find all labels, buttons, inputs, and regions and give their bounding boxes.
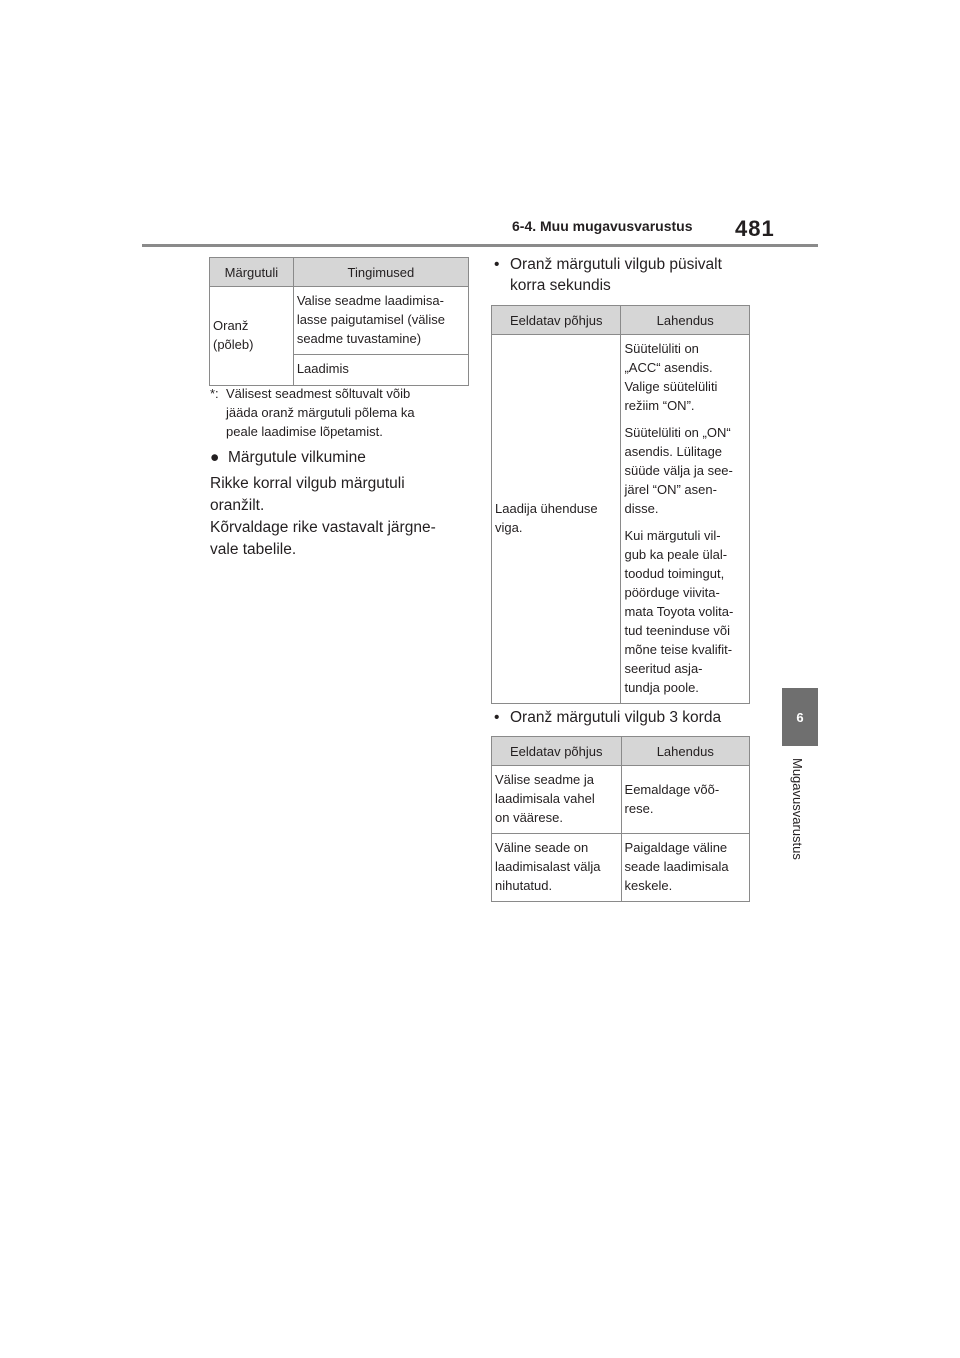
paragraph-line: vale tabelile. (210, 541, 297, 558)
cell-line: tud teeninduse või (624, 623, 730, 638)
paragraph-line: Kõrvaldage rike vastavalt järgne- (210, 519, 436, 536)
condition-cell (293, 355, 468, 386)
cell-line: Paigaldage väline (624, 840, 728, 855)
case-three-heading (494, 707, 764, 728)
cell-line: Süütelüliti on „ON“ (624, 425, 731, 440)
cell-line: seeritud asja- (624, 661, 703, 676)
cause-cell (492, 335, 621, 704)
indicator-state-cell (210, 287, 294, 386)
cell-line: süüde välja ja see- (624, 463, 733, 478)
chapter-label: Mugavusvarustus (790, 758, 805, 860)
cell-line: Laadimis (296, 361, 349, 376)
cell-line: lasse paigutamisel (välise (296, 312, 445, 327)
cause-cell (492, 766, 622, 834)
footnote (210, 384, 466, 441)
cell-line: laadimisala vahel (495, 791, 595, 806)
indicator-table (209, 257, 469, 386)
solution-cell (621, 335, 750, 704)
cell-line: Välise seadme ja (495, 772, 594, 787)
column-header: Tingimused (293, 258, 468, 287)
cell-line: toodud toimingut, (624, 566, 725, 581)
cell-line: Oranž (213, 318, 249, 333)
page-number: 481 (735, 216, 775, 241)
footnote-line: jääda oranž märgutuli põlema ka (226, 405, 415, 420)
footnote-marker: *: (210, 386, 219, 401)
cell-line: Eemaldage võõ- (624, 782, 720, 797)
case-steady-heading (494, 254, 764, 296)
cell-line: Laadija ühenduse (495, 501, 598, 516)
solution-cell (621, 834, 749, 902)
footnote-line: Välisest seadmest sõltuvalt võib (226, 386, 411, 401)
cell-line: Kui märgutuli vil- (624, 528, 721, 543)
table-row (492, 834, 750, 902)
bullet-icon: • (494, 256, 500, 273)
paragraph-line: Rikke korral vilgub märgutuli (210, 475, 405, 492)
cell-line: režiim “ON”. (624, 398, 695, 413)
cell-line: järel “ON” asen- (624, 482, 717, 497)
chapter-tab (782, 688, 818, 746)
cell-line: pöörduge viivita- (624, 585, 720, 600)
cell-line: viga. (495, 520, 523, 535)
cell-line: rese. (624, 801, 654, 816)
bullet-icon: • (494, 709, 500, 726)
table-header-row (492, 737, 750, 766)
cell-line: on väärese. (495, 810, 563, 825)
case-line: korra sekundis (510, 277, 611, 294)
section-title: 6-4. Muu mugavusvarustus (512, 218, 693, 234)
cell-line: nihutatud. (495, 878, 553, 893)
blinking-paragraph (210, 473, 470, 561)
cell-line: tundja poole. (624, 680, 699, 695)
footnote-line: peale laadimise lõpetamist. (226, 424, 383, 439)
column-header: Eeldatav põhjus (492, 306, 621, 335)
steady-blink-table (491, 305, 750, 704)
cause-cell (492, 834, 622, 902)
cell-line: Väline seade on (495, 840, 589, 855)
cell-line: Valige süütelüliti (624, 379, 718, 394)
cell-line: (põleb) (213, 337, 254, 352)
table-header-row (492, 306, 750, 335)
case-line: Oranž märgutuli vilgub püsivalt (510, 256, 722, 273)
three-blink-table (491, 736, 750, 902)
cell-line: Valise seadme laadimisa- (296, 293, 444, 308)
case-line: Oranž märgutuli vilgub 3 korda (510, 709, 722, 726)
column-header: Lahendus (621, 306, 750, 335)
cell-line: laadimisalast välja (495, 859, 601, 874)
table-row (492, 335, 750, 704)
condition-cell (293, 287, 468, 355)
cell-line: seade laadimisala (624, 859, 729, 874)
cell-line: seadme tuvastamine) (296, 331, 422, 346)
paragraph-line: oranžilt. (210, 497, 265, 514)
cell-line: „ACC“ asendis. (624, 360, 713, 375)
table-row (210, 287, 469, 355)
cell-line: disse. (624, 501, 659, 516)
solution-cell (621, 766, 749, 834)
table-row (492, 766, 750, 834)
cell-line: mõne teise kvalifit- (624, 642, 733, 657)
blinking-title: Märgutule vilkumine (228, 449, 366, 466)
column-header: Märgutuli (210, 258, 294, 287)
cell-line: asendis. Lülitage (624, 444, 723, 459)
cell-line: Süütelüliti on (624, 341, 699, 356)
column-header: Eeldatav põhjus (492, 737, 622, 766)
chapter-number: 6 (796, 709, 804, 725)
cell-line: mata Toyota volita- (624, 604, 734, 619)
column-header: Lahendus (621, 737, 749, 766)
bullet-dot-icon: ● (210, 449, 220, 466)
table-header-row (210, 258, 469, 287)
header-rule (142, 244, 818, 247)
cell-line: keskele. (624, 878, 673, 893)
blinking-heading (210, 448, 366, 468)
cell-line: gub ka peale ülal- (624, 547, 728, 562)
